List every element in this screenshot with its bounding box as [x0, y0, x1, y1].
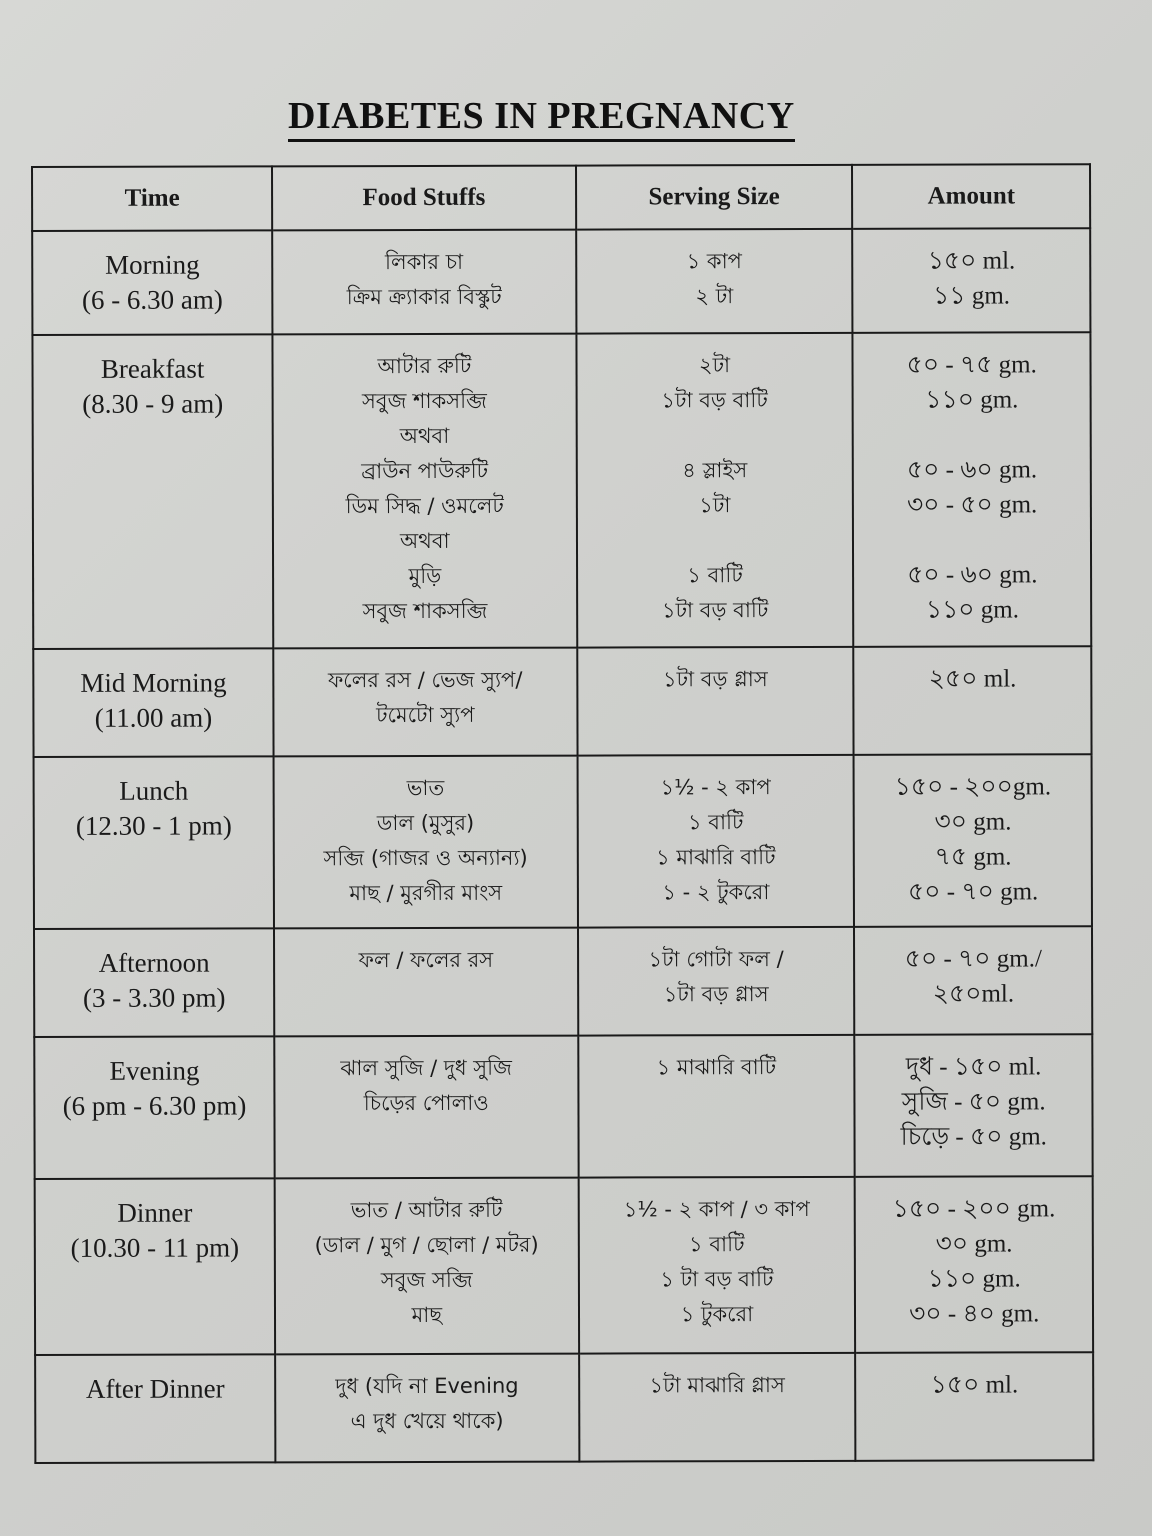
- table-row: [34, 1034, 1092, 1179]
- table-row: [33, 646, 1091, 757]
- diet-chart-table: [31, 163, 1094, 1464]
- food-item: মাছ / মুরগীর মাংস: [349, 880, 503, 906]
- serving-item: ১টা গোটা ফল /: [648, 947, 784, 972]
- serving-item: ১ মাঝারি বাটি: [656, 845, 776, 870]
- food-item: ব্রাউন পাউরুটি: [361, 458, 489, 484]
- header-time: Time: [32, 166, 272, 231]
- food-item: আটার রুটি: [377, 353, 472, 379]
- meal-name: Mid Morning: [80, 667, 227, 698]
- meal-time-range: (3 - 3.30 pm): [82, 982, 226, 1013]
- meal-name: Morning: [105, 249, 200, 280]
- food-item: ভাত: [406, 775, 445, 801]
- serving-item: ১ বাটি: [687, 563, 743, 588]
- header-amount: Amount: [852, 164, 1090, 229]
- serving-size-cell: [576, 333, 854, 648]
- meal-time-cell: [33, 648, 273, 757]
- amount-item: ৩০ - ৫০ gm.: [906, 491, 1038, 519]
- amount-cell: [856, 1352, 1094, 1461]
- food-item: ফলের রস / ভেজ স্যুপ/: [327, 667, 523, 693]
- amount-cell: [854, 646, 1092, 755]
- food-item: সব্জি (গাজর ও অন্যান্য): [323, 845, 528, 871]
- food-item: মুড়ি: [408, 563, 442, 589]
- amount-cell: [853, 228, 1091, 333]
- food-stuffs-cell: [273, 334, 577, 649]
- serving-item: ১ কাপ: [686, 249, 742, 274]
- amount-item: ৫০ - ৭৫ gm.: [906, 351, 1037, 379]
- serving-item: [577, 418, 852, 454]
- serving-item: ১ টা বড় বাটি: [660, 1267, 774, 1292]
- food-stuffs-cell: [274, 1036, 578, 1179]
- header-food-stuffs: Food Stuffs: [272, 166, 576, 231]
- amount-item: ৩০ gm.: [934, 808, 1012, 836]
- serving-item: ১ বাটি: [687, 810, 744, 835]
- amount-item: ২৫০ml.: [932, 980, 1015, 1008]
- header-serving-size: Serving Size: [576, 165, 853, 230]
- meal-name: Afternoon: [98, 947, 210, 978]
- table-row: [35, 1176, 1093, 1355]
- serving-size-cell: [577, 755, 854, 928]
- food-item: ভাত / আটার রুটি: [350, 1197, 503, 1223]
- amount-item: ৫০ - ৬০ gm.: [907, 561, 1038, 589]
- food-item: ডাল (মুসুর): [376, 810, 475, 836]
- table-row: [34, 926, 1092, 1037]
- food-item: লিকার চা: [384, 249, 464, 275]
- meal-time-cell: [34, 1036, 275, 1179]
- food-stuffs-cell: [275, 1178, 579, 1355]
- serving-item: ২ টা: [695, 284, 734, 309]
- food-item: এ দুধ খেয়ে থাকে): [350, 1408, 504, 1434]
- food-item: ফল / ফলের রস: [358, 947, 494, 973]
- serving-item: ১টা বড় গ্লাস: [662, 667, 768, 692]
- meal-time-range: [36, 1406, 274, 1442]
- page-title: DIABETES IN PREGNANCY: [288, 94, 795, 142]
- amount-item: ৩০ - ৪০ gm.: [909, 1300, 1040, 1328]
- amount-item: ১৫০ ml.: [930, 1371, 1019, 1399]
- serving-item: ২টা: [698, 353, 731, 378]
- food-item: মাছ: [411, 1302, 443, 1328]
- serving-item: ১টা বড় গ্লাস: [663, 982, 769, 1007]
- amount-item: ১৫০ - ২০০ gm.: [892, 1195, 1056, 1223]
- meal-time-range: (6 pm - 6.30 pm): [62, 1090, 247, 1121]
- serving-item: ১ - ২ টুকরো: [662, 880, 770, 905]
- amount-item: ১৫০ ml.: [927, 247, 1016, 275]
- meal-time-range: (6 - 6.30 am): [81, 284, 223, 315]
- serving-size-cell: [577, 647, 854, 756]
- meal-time-range: (11.00 am): [94, 702, 213, 733]
- food-item: ঝাল সুজি / দুধ সুজি: [340, 1055, 512, 1081]
- food-item: দুধ (যদি না Evening: [335, 1373, 519, 1399]
- amount-item: ৫০ - ৭০ gm.: [907, 878, 1039, 906]
- meal-time-range: (12.30 - 1 pm): [75, 810, 232, 841]
- meal-time-cell: [32, 230, 272, 335]
- table-row: [34, 754, 1092, 929]
- food-item: সবুজ শাকসব্জি: [362, 598, 488, 624]
- serving-size-cell: [577, 927, 854, 1036]
- meal-name: Lunch: [119, 775, 189, 806]
- serving-size-cell: [578, 1177, 855, 1354]
- meal-time-cell: [34, 756, 275, 929]
- serving-item: ১½ - ২ কাপ: [660, 775, 771, 800]
- table-row: [32, 228, 1090, 335]
- food-stuffs-cell: [274, 756, 578, 929]
- amount-item: ১১০ gm.: [925, 596, 1020, 624]
- meal-name: After Dinner: [85, 1373, 225, 1404]
- food-item: সবুজ শাকসব্জি: [361, 388, 487, 414]
- food-item: অথবা: [399, 423, 450, 449]
- amount-cell: [853, 332, 1091, 647]
- serving-item: ১ মাঝারি বাটি: [656, 1055, 777, 1080]
- table-row: [35, 1352, 1093, 1463]
- amount-item: ১১ gm.: [933, 282, 1011, 310]
- serving-size-cell: [578, 1035, 855, 1178]
- serving-size-cell: [579, 1353, 856, 1462]
- meal-name: Breakfast: [100, 353, 205, 384]
- food-stuffs-cell: [273, 648, 577, 757]
- food-item: অথবা: [399, 528, 450, 554]
- amount-item: ৭৫ gm.: [934, 843, 1012, 871]
- amount-item: চিড়ে - ৫০ gm.: [900, 1123, 1047, 1151]
- food-stuffs-cell: [272, 230, 576, 335]
- amount-item: ৫০ - ৬০ gm.: [906, 456, 1038, 484]
- serving-item: ১টা মাঝারি গ্লাস: [649, 1373, 785, 1398]
- food-item: চিড়ের পোলাও: [363, 1090, 489, 1116]
- amount-item: দুধ - ১৫০ ml.: [905, 1053, 1042, 1081]
- amount-item: ২৫০ ml.: [928, 665, 1017, 693]
- food-item: ডিম সিদ্ধ / ওমলেট: [345, 493, 504, 519]
- amount-cell: [855, 1176, 1093, 1353]
- food-stuffs-cell: [274, 928, 578, 1037]
- amount-item: [854, 417, 1090, 453]
- food-item: ক্রিম ক্র্যাকার বিস্কুট: [346, 284, 502, 310]
- serving-item: ১ টুকরো: [680, 1302, 754, 1327]
- meal-time-cell: [35, 1354, 275, 1463]
- meal-time-cell: [32, 334, 273, 649]
- amount-item: ৩০ gm.: [935, 1230, 1013, 1258]
- meal-time-cell: [34, 928, 274, 1037]
- meal-time-range: (10.30 - 11 pm): [70, 1232, 240, 1263]
- serving-item: ৪ স্লাইস: [682, 458, 748, 483]
- meal-time-cell: [35, 1178, 276, 1355]
- food-item: সবুজ সব্জি: [380, 1267, 473, 1293]
- amount-cell: [855, 1034, 1093, 1177]
- table-row: [32, 332, 1091, 649]
- amount-cell: [854, 754, 1092, 927]
- meal-name: Evening: [109, 1055, 200, 1086]
- serving-item: ১টা বড় বাটি: [661, 598, 769, 623]
- serving-item: ১ বাটি: [689, 1232, 745, 1257]
- amount-cell: [854, 926, 1092, 1035]
- amount-item: সুজি - ৫০ gm.: [901, 1088, 1046, 1116]
- meal-time-range: (8.30 - 9 am): [82, 388, 224, 419]
- serving-item: ১টা বড় বাটি: [661, 388, 768, 413]
- amount-item: ১১০ gm.: [925, 386, 1019, 414]
- amount-item: ১১০ gm.: [927, 1265, 1021, 1293]
- amount-item: ১৫০ - ২০০gm.: [894, 773, 1052, 801]
- table-header-row: [32, 164, 1090, 231]
- serving-item: ১½ - ২ কাপ / ৩ কাপ: [623, 1196, 810, 1222]
- serving-item: ১টা: [699, 493, 731, 518]
- meal-name: Dinner: [117, 1197, 193, 1228]
- food-stuffs-cell: [275, 1354, 579, 1463]
- food-item: (ডাল / মুগ / ছোলা / মটর): [314, 1232, 539, 1258]
- amount-item: [854, 522, 1090, 558]
- amount-item: ৫০ - ৭০ gm./: [904, 945, 1042, 973]
- food-item: টমেটো স্যুপ: [376, 702, 475, 728]
- serving-size-cell: [576, 229, 853, 334]
- serving-item: [577, 523, 852, 559]
